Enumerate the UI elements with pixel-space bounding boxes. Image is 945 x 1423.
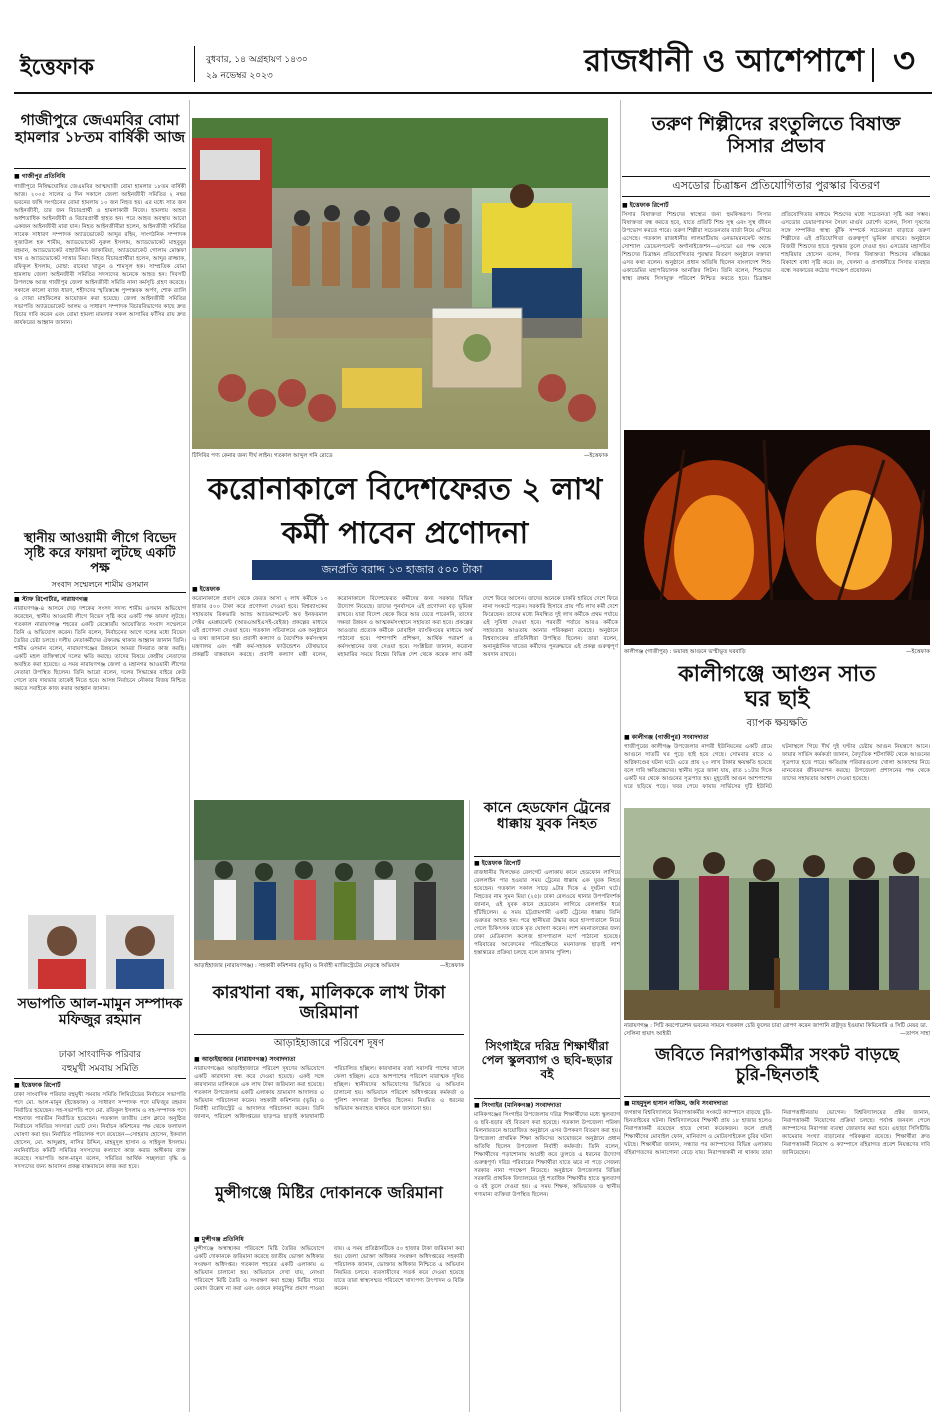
article-body: নারায়ণগঞ্জ-৪ আসনে দেড় দশকের সংসদ সদস্য শামীম ওসমান অভিযোগ করেছেন, স্থানীয় আওয়ামী লীগে বিভেদ সৃষ্টি করে একটি পক্ষ ফায়দা লুটছে। গতকাল নারায়ণগঞ্জ শহরের একটি রেস্তোরাঁয় আয়োজিত সংবাদ সম্মেলনে তিনি এ অভিযোগ করেন। তিনি বলেন, নির্বাচনের আগে দলের মধ্যে বিভেদ তৈরির চেষ্টা চলছে। দলীয় নেতাকর্মীদের ঐক্যবদ্ধ থাকার আহ্বান জানান তিনি। শামীম ওসমান বলেন, নারায়ণগঞ্জের উন্নয়নে আমরা দিনরাত কাজ করছি। একটি মহল ব্যক্তিস্বার্থে দলের ক্ষতি করছে। তাদের বিষয়ে কেন্দ্রীয় নেতাদের অবহিত করা হয়েছে। এ সময় নারায়ণগঞ্জ জেলা ও মহানগর আওয়ামী লীগের নেতারা উপস্থিত ছিলেন। তিনি আরো বলেন, দলের সিদ্ধান্তের বাইরে কেউ গেলে তার দায়ভার তাকেই নিতে হবে। আসন্ন নির্বাচনে নৌকার বিজয় নিশ্চিত করতে সবাইকে কাজ করার আহ্বান জানান। [14,606,186,692]
article-munshiganj-sweets [194,1184,464,1412]
headline: গাজীপুরে জেএমবির বোমা হামলার ১৮তম বার্ষিকী আজ [14,111,185,147]
article-factory-fine [194,984,464,1184]
factory-raid-image [194,800,464,960]
photo-credit: —ইত্তেফাক [584,453,608,459]
headline-rule [474,856,620,857]
article-body: রাজধানীর খিলক্ষেত রেলগেট এলাকায় কানে হেডফোন লাগিয়ে রেললাইন পার হওয়ার সময় ট্রেনের ধাক্কায় এক যুবক নিহত হয়েছেন। গতকাল সকাল সাড়ে ৯টার দিকে এ দুর্ঘটনা ঘটে। নিহতের নাম সুমন মিয়া (২৫)। ঢাকা রেলওয়ে থানার উপপরিদর্শক জানান, ওই যুবক কানে হেডফোন লাগিয়ে রেললাইন ধরে হাঁটছিলেন। এ সময় চট্টগ্রামগামী একটি ট্রেনের ধাক্কায় তিনি গুরুতর আহত হন। পরে স্থানীয়রা উদ্ধার করে হাসপাতালে নিয়ে গেলে চিকিৎসক তাকে মৃত ঘোষণা করেন। লাশ ময়নাতদন্তের জন্য ঢাকা মেডিক্যাল কলেজ হাসপাতাল মর্গে পাঠানো হয়েছে। পরিবারের আবেদনের পরিপ্রেক্ষিতে ময়নাতদন্ত ছাড়াই লাশ হস্তান্তরের প্রক্রিয়া চলছে বলে জানায় পুলিশ। [474,870,620,956]
avatar [28,915,96,989]
article-gazipur-bomb [14,112,186,524]
article-awami-league [14,532,186,910]
tcb-queue-image [192,118,608,449]
headline: তরুণ শিল্পীদের রংতুলিতে বিষাক্ত সিসার প্রভাব [651,113,901,157]
article-body: ঢাকা সাংবাদিক পরিবার বহুমুখী সমবায় সমিতি লিমিটেডের নির্বাচনে সভাপতি পদে মো. আল-মামুন (ইত্তেফাক) ও সাধারণ সম্পাদক পদে মফিজুর রহমান নির্বাচিত হয়েছেন। সহ-সভাপতি পদে মো. রফিকুল ইসলাম ও সহ-সম্পাদক পদে শাহনাজ পারভীন নির্বাচিত হয়েছেন। গতকাল জাতীয় প্রেস ক্লাবে অনুষ্ঠিত নির্বাচনে সমিতির সদস্যরা ভোট দেন। নির্বাচন কমিশনের পক্ষ থেকে ফলাফল ঘোষণা করা হয়। নির্বাচিত পরিচালক পদে রয়েছেন—সোহরাব হোসেন, ইকবাল হোসেন, মো. আব্দুল্লাহ, নাসির উদ্দিন, মাহমুদুল হাসান ও সাইফুল ইসলাম। নবনির্বাচিত কমিটি সমিতির সদস্যদের কল্যাণে কাজ করার অঙ্গীকার ব্যক্ত করেছে। সভাপতি আল-মামুন বলেন, সমিতির আর্থিক সচ্ছলতা বৃদ্ধি ও সদস্যদের জন্য আবাসন প্রকল্প বাস্তবায়নে কাজ করা হবে। [14,1092,186,1170]
headline: জবিতে নিরাপত্তাকর্মীর সংকট বাড়ছে চুরি-ছিনতাই [655,1045,899,1085]
article-body: গাজীপুরে নিষিদ্ধঘোষিত জেএমবির আত্মঘাতী বোমা হামলার ১৮তম বার্ষিকী আজ। ২০০৫ সালের এ দিন সকালে জেলা আইনজীবী সমিতির ২ নম্বর ভবনের জঙ্গি সংগঠনের বোমা হামলায় ১০ জন নিহত হয়। এর মধ্যে সাত জন আইনজীবী, চার জন বিচারপ্রার্থী ও হামলাকারী নিজে। হামলায় আহত অর্ধশতাধিক আইনজীবী ও বিচারপ্রার্থী হাহত হন। পরে আহত অবস্থায় আরো একজন আইনজীবী মারা যান। নিহত আইনজীবীরা হলেন, আইনজীবী সমিতির সাবেক সাধারণ সম্পাদক অ্যাডভোকেট আব্দুর রহিম, সাংগঠনিক সম্পাদক সুজাউল হক শামীম, অ্যাডভোকেট নুরুল ইসলাম, অ্যাডভোকেট মাহবুবুর রহমান, অ্যাডভোকেট বাহাউদ্দিন জাকারিয়া, অ্যাডভোকেট গোলাম মোস্তফা খান ও অ্যাডভোকেট সাত্তার মিয়া। নিহত বিচারপ্রার্থীরা হলেন, আব্দুর রাজ্জাক, রফিকুল ইসলাম, মোছা: রাবেয়া খাতুন ও শামসুল হক। সাম্প্রতিক বোমা হামলায় জেলা আইনজীবী সমিতির সদস্যদের অনেকে আহত হন। দিবসটি উপলক্ষে আজ গাজীপুর জেলা আইনজীবী সমিতি নানা কর্মসূচি গ্রহণ করেছে। সকালে কালো ব্যাজ ধারণ, শহীদদের স্মৃতিস্তম্ভে পুষ্পস্তবক অর্পণ, শোক র‍্যালি ও দোয়া মাহফিলের আয়োজন করা হয়েছে। জেলা আইনজীবী সমিতির সভাপতি অ্যাডভোকেট আলম ও সাধারণ সম্পাদক বিচারবিভাগের কাছে দ্রুত বিচার দাবি করেন এবং বোমা হামলা মামলার সকল আসামির ফাঁসির রায় দ্রুত কার্যকরের আহ্বান জানান। [14,184,186,326]
newspaper-logo [14,44,184,82]
headline-rule [624,1096,930,1097]
article-body: জগন্নাথ বিশ্ববিদ্যালয়ে নিরাপত্তাকর্মীর সংকটে ক্যাম্পাসে বাড়ছে চুরি-ছিনতাইয়ের ঘটনা। বিশ্ববিদ্যালয়ের শিক্ষার্থী প্রায় ১৮ হাজার হলেও নিরাপত্তাকর্মী রয়েছেন হাতে গোনা কয়েকজন। ফলে প্রায়ই শিক্ষার্থীদের মোবাইল ফোন, মানিব্যাগ ও মোটরসাইকেল চুরির ঘটনা ঘটছে। শিক্ষার্থীরা জানান, সন্ধ্যার পর ক্যাম্পাসের বিভিন্ন এলাকায় বহিরাগতদের আনাগোনা বেড়ে যায়। নিরাপত্তাকর্মী না থাকায় তারা নিরাপত্তাহীনতায় ভোগেন। বিশ্ববিদ্যালয়ের প্রক্টর জানান, নিরাপত্তাকর্মী নিয়োগের প্রক্রিয়া চলছে। পর্যাপ্ত জনবল পেলে ক্যাম্পাসের নিরাপত্তা ব্যবস্থা জোরদার করা হবে। এছাড়া সিসিটিভি ক্যামেরার সংখ্যা বাড়ানোর পরিকল্পনা রয়েছে। শিক্ষার্থীরা দ্রুত নিরাপত্তাকর্মী নিয়োগ ও ক্যাম্পাসে বহিরাগত প্রবেশ নিয়ন্ত্রণের দাবি জানিয়েছেন। [624,1110,930,1156]
fire-image [624,430,930,645]
page-number: ৩ [892,41,916,81]
subtitle: আড়াইহাজারে পরিবেশ দূষণ [273,1038,385,1049]
headline: সভাপতি আল-মামুন সম্পাদক মফিজুর রহমান [17,996,183,1029]
logo-mark [14,44,184,82]
article-body: নারায়ণগঞ্জের আড়াইহাজারে পরিবেশ দূষণের অভিযোগে একটি কারখানা বন্ধ করে দেওয়া হয়েছে। একই সঙ্গে কারখানার মালিককে এক লাখ টাকা জরিমানা করা হয়েছে। গতকাল উপজেলার একটি এলাকায় ভ্রাম্যমাণ আদালত এ অভিযান পরিচালনা করেন। সহকারী কমিশনার (ভূমি) ও নির্বাহী ম্যাজিস্ট্রেট এ আদালত পরিচালনা করেন। তিনি জানান, পরিবেশ অধিদপ্তরের ছাড়পত্র ছাড়াই কারখানাটি পরিচালিত হচ্ছিল। কারখানার বর্জ্য সরাসরি পাশের খালে ফেলা হচ্ছিল। এতে আশপাশের পরিবেশ মারাত্মক দূষিত হচ্ছিল। স্থানীয়দের অভিযোগের ভিত্তিতে এ অভিযান চালানো হয়। অভিযানে পরিবেশ অধিদপ্তরের কর্মকর্তা ও পুলিশ সদস্যরা উপস্থিত ছিলেন। নিয়মিত এ ধরনের অভিযান অব্যাহত থাকবে বলে জানানো হয়। [194,1066,464,1120]
article-kaliganj-fire [624,662,930,802]
article-lead-returnees [192,468,618,798]
article-body: মুন্সীগঞ্জে অস্বাস্থ্যকর পরিবেশে মিষ্টি তৈরির অভিযোগে একটি দোকানকে জরিমানা করেছে জাতীয় ভোক্তা অধিকার সংরক্ষণ অধিদপ্তর। গতকাল শহরের একটি এলাকায় এ অভিযান চালানো হয়। অভিযানে দেখা যায়, নোংরা পরিবেশে মিষ্টি তৈরি ও সংরক্ষণ করা হচ্ছে। মিষ্টির গায়ে মেয়াদ উল্লেখ না করা এবং ওজনে কারচুপির প্রমাণ পাওয়া যায়। এ সময় প্রতিষ্ঠানটিকে ৫০ হাজার টাকা জরিমানা করা হয়। জেলা ভোক্তা অধিকার সংরক্ষণ অধিদপ্তরের সহকারী পরিচালক জানান, ভোক্তার অধিকার নিশ্চিতে এ অভিযান নিয়মিত চলবে। ব্যবসায়ীদের সতর্ক করে দেওয়া হয়েছে যাতে তারা স্বাস্থ্যসম্মত পরিবেশে খাদ্যপণ্য উৎপাদন ও বিক্রি করেন। [194,1246,464,1292]
section-divider [872,48,874,82]
subtitle-banner [252,560,552,580]
subtitle: ব্যাপক ক্ষয়ক্ষতি [746,718,808,729]
headline: স্থানীয় আওয়ামী লীগে বিভেদ সৃষ্টি করে ফায়দা লুটছে একটি পক্ষ [23,531,177,576]
byline: ■ ইত্তেফাক রিপোর্ট [622,202,669,209]
headline: কানে হেডফোন ট্রেনের ধাক্কায় যুবক নিহত [483,800,611,833]
masthead-rule [14,92,932,94]
article-jnu-security [624,1046,930,1412]
photo-tree-planting [624,808,930,1020]
masthead [14,38,932,88]
byline: ■ ইত্তেফাক রিপোর্ট [14,1082,61,1089]
photo-caption: টিসিবির পণ্য কেনার জন্য দীর্ঘ লাইন। গতকাল আব্দুল গনি রোডে [192,453,333,459]
subtitle-rule-bottom [622,196,930,197]
byline: ■ স্টাফ রিপোর্টার, নারায়ণগঞ্জ [14,596,88,603]
portrait-president [28,915,96,989]
column-divider [469,800,470,1412]
issue-date-bn: বুধবার, ১৪ অগ্রহায়ণ ১৪৩০ [206,55,308,65]
headline: কারখানা বন্ধ, মালিককে লাখ টাকা জরিমানা [212,983,446,1023]
byline: ■ মুন্সীগঞ্জ প্রতিনিধি [194,1236,244,1243]
subtitle-line1: ঢাকা সাংবাদিক পরিবার [58,1050,142,1060]
subtitle: সংবাদ সম্মেলনে শামীম ওসমান [51,580,149,589]
byline: ■ সিংগাইর (মানিকগঞ্জ) সংবাদদাতা [474,1102,562,1109]
byline: ■ মাহমুদুল হাসান নাজিম, জবি সংবাদদাতা [624,1100,728,1107]
svg-text:ইত্তেফাক: ইত্তেফাক [20,55,94,80]
byline: ■ ইত্তেফাক [192,586,220,593]
photo-fire [624,430,930,645]
article-body: মানিকগঞ্জের সিংগাইর উপজেলায় দরিদ্র শিক্ষার্থীদের মধ্যে স্কুলব্যাগ ও ছবি-ছড়ার বই বিতরণ করা হয়েছে। গতকাল উপজেলা পরিষদ মিলনায়তনে আয়োজিত অনুষ্ঠানে এসব উপকরণ বিতরণ করা হয়। উপজেলা প্রাথমিক শিক্ষা অফিসের আয়োজনে অনুষ্ঠানে প্রধান অতিথি ছিলেন উপজেলা নির্বাহী কর্মকর্তা। তিনি বলেন, শিক্ষার্থীদের পড়াশোনায় আগ্রহী করে তুলতে এ ধরনের উদ্যোগ গুরুত্বপূর্ণ। দরিদ্র পরিবারের শিক্ষার্থীরা যাতে ঝরে না পড়ে সেজন্য সরকার নানা পদক্ষেপ নিয়েছে। অনুষ্ঠানে উপজেলার বিভিন্ন সরকারি প্রাথমিক বিদ্যালয়ের দুই শতাধিক শিক্ষার্থীর হাতে স্কুলব্যাগ ও বই তুলে দেওয়া হয়। এ সময় শিক্ষক, অভিভাবক ও স্থানীয় গণ্যমান্য ব্যক্তিরা উপস্থিত ছিলেন। [474,1112,620,1198]
headline: করোনাকালে বিদেশফেরত ২ লাখ কর্মী পাবেন প্রণোদনা [207,472,603,551]
subtitle-rule-top [622,176,930,177]
article-singair-students [474,1040,620,1412]
article-body: করোনাকালে প্রবাস থেকে ফেরত আসা ২ লাখ কর্মীকে ১৩ হাজার ৫০০ টাকা করে প্রণোদনা দেওয়া হবে। বিশ্বব্যাংকের সহায়তায় রিকভারি অ্যান্ড অ্যাডভান্সমেন্ট অব ইনফরমাল সেক্টর এমপ্লয়মেন্ট (আরএআইএসই-রেইজ) প্রকল্পের মাধ্যমে এই প্রণোদনা দেওয়া হবে। গতকাল সচিবালয়ে এক অনুষ্ঠানে এ তথ্য জানানো হয়। প্রবাসী কল্যাণ ও বৈদেশিক কর্মসংস্থান মন্ত্রণালয় এবং পল্লী কর্ম-সহায়ক ফাউন্ডেশন যৌথভাবে প্রকল্পটি বাস্তবায়ন করছে। প্রবাসী কল্যাণ মন্ত্রী বলেন, করোনাকালে বিদেশফেরত কর্মীদের জন্য সরকার বিভিন্ন উদ্যোগ নিয়েছে। তাদের পুনর্বাসনে এই প্রণোদনা বড় ভূমিকা রাখবে। যারা বিদেশ থেকে ফিরে আর যেতে পারেননি, তাদের দক্ষতা উন্নয়ন ও আত্মকর্মসংস্থানে সহায়তা করা হবে। প্রকল্পের আওতায় প্রত্যেক কর্মীকে মোবাইল ব্যাংকিংয়ের মাধ্যমে অর্থ পাঠানো হবে। পাশাপাশি প্রশিক্ষণ, আর্থিক পরামর্শ ও কর্মসংস্থানের তথ্য দেওয়া হবে। সংশ্লিষ্টরা জানান, করোনা মহামারির সময়ে বিশ্বের বিভিন্ন দেশ থেকে কয়েক লাখ কর্মী দেশে ফিরে আসেন। তাদের অনেকে চাকরি হারিয়ে দেশে ফিরে নানা সংকটে পড়েন। সরকারি হিসাবে প্রায় পাঁচ লাখ কর্মী দেশে ফিরেছেন। তাদের মধ্যে নিবন্ধিত দুই লাখ কর্মীকে প্রথম পর্যায়ে এই সুবিধা দেওয়া হবে। পরবর্তী পর্যায়ে আরও কর্মীকে সহায়তার আওতায় আনার পরিকল্পনা রয়েছে। অনুষ্ঠানে বিশ্বব্যাংকের প্রতিনিধিরা উপস্থিত ছিলেন। তারা বলেন, অনানুষ্ঠানিক খাতের কর্মীদের পুনরুদ্ধারে এই প্রকল্প গুরুত্বপূর্ণ অবদান রাখবে। [192,596,618,658]
article-body: সিসার বিষাক্ততা শিশুদের স্বাস্থ্যের জন্য হুমকিস্বরূপ। সিসার বিষাক্ততা বন্ধ করতে হবে, যাতে প্রতিটি শিশু সুস্থ এবং সুস্থ জীবন উপভোগ করতে পারে। তরুণ শিল্পীরা সচেতনতার বার্তা নিয়ে এগিয়ে এসেছে। গতকাল রাজধানীর লালমাটিয়ায় এনভায়রনমেন্ট অ্যান্ড সোশ্যাল ডেভেলপমেন্ট অর্গানাইজেশন—এসডো এর পক্ষ থেকে শিশুদের চিত্রাঙ্কন প্রতিযোগিতার পুরস্কার বিতরণ অনুষ্ঠানে বক্তারা এসব কথা বলেন। অনুষ্ঠানে প্রধান অতিথি ছিলেন বাংলাদেশ শিশু একাডেমির মহাপরিচালক আনজির লিটন। তিনি বলেন, শিশুদের স্বাস্থ্য রক্ষায় সিসামুক্ত পরিবেশ নিশ্চিত করতে হবে। চিত্রাঙ্কন প্রতিযোগিতার মাধ্যমে শিশুদের মধ্যে সচেতনতা সৃষ্টি করা সম্ভব। এসডোর চেয়ারপারসন সৈয়দ মার্গুব মোর্শেদ বলেন, সিসা দূষণের সঙ্গে সম্পর্কিত স্বাস্থ্য ঝুঁকি সম্পর্কে সচেতনতা বাড়াতে তরুণ শিল্পীদের এই প্রতিযোগিতা গুরুত্বপূর্ণ ভূমিকা রাখবে। অনুষ্ঠানে বিজয়ী শিশুদের হাতে পুরস্কার তুলে দেওয়া হয়। এসডোর মহাসচিব শাহরিয়ার হোসেন বলেন, সিসার বিষাক্ততা শিশুদের মস্তিষ্কের বিকাশে বাধা সৃষ্টি করে। রং, খেলনা ও প্রসাধনীতে সিসার ব্যবহার বন্ধে সরকারের কঠোর পদক্ষেপ প্রয়োজন। [622,212,930,282]
issue-date-en: ২৯ নভেম্বর ২০২৩ [206,71,273,81]
tree-planting-image [624,808,930,1020]
subtitle: জনপ্রতি বরাদ্দ ১৩ হাজার ৫০০ টাকা [321,563,483,576]
article-cooperative [14,996,186,1412]
subtitle-line2: বহুমুখী সমবায় সমিতি [61,1064,139,1074]
fire-credit: —ইত্তেফাক [906,649,930,655]
headline-rule [14,168,186,169]
headline: সিংগাইরে দরিদ্র শিক্ষার্থীরা পেল স্কুলব্যাগ ও ছবি-ছড়ার বই [481,1039,613,1081]
column-divider [620,100,621,1412]
column-divider [189,100,190,1412]
masthead-divider [194,46,195,82]
subtitle: এসডোর চিত্রাঙ্কন প্রতিযোগিতার পুরস্কার বিতরণ [672,179,880,192]
section-title: রাজধানী ও আশেপাশে [584,43,864,79]
photo-tcb-queue [192,118,608,449]
byline: ■ ইত্তেফাক রিপোর্ট [474,860,521,867]
article-train-accident [474,800,620,1025]
byline: ■ আড়াইহাজার (নারায়ণগঞ্জ) সংবাদদাতা [194,1056,296,1063]
headline-rule [14,1078,186,1079]
portrait-secretary [106,915,174,989]
byline: ■ গাজীপুর প্রতিনিধি [14,173,66,180]
headline: মুন্সীগঞ্জে মিষ্টির দোকানকে জরিমানা [215,1183,443,1202]
article-body: গাজীপুরের কালীগঞ্জ উপজেলার নাগরী ইউনিয়নের একটি গ্রামে আগুনে সাতটি ঘর পুড়ে ছাই হয়ে গেছে। সোমবার রাতে এ অগ্নিকাণ্ডের ঘটনা ঘটে। এতে প্রায় ২০ লাখ টাকার ক্ষয়ক্ষতি হয়েছে বলে দাবি ক্ষতিগ্রস্তদের। স্থানীয় সূত্রে জানা যায়, রাত ১১টার দিকে একটি ঘর থেকে আগুনের সূত্রপাত হয়। মুহূর্তেই আগুন আশপাশের ঘরে ছড়িয়ে পড়ে। খবর পেয়ে ফায়ার সার্ভিসের দুটি ইউনিট ঘটনাস্থলে গিয়ে দীর্ঘ দুই ঘণ্টার চেষ্টায় আগুন নিয়ন্ত্রণে আনে। ফায়ার সার্ভিস কর্মকর্তা জানান, বৈদ্যুতিক শর্টসার্কিট থেকে আগুনের সূত্রপাত হতে পারে। ক্ষতিগ্রস্ত পরিবারগুলো খোলা আকাশের নিচে মানবেতর জীবনযাপন করছে। উপজেলা প্রশাসনের পক্ষ থেকে তাদের সহায়তার আশ্বাস দেওয়া হয়েছে। [624,744,930,790]
headline: কালীগঞ্জে আগুন সাত ঘর ছাই [678,662,876,713]
avatar [106,915,174,989]
tree-caption: নারায়ণগঞ্জ : সিটি করপোরেশন ভবনের সামনে গতকাল চেরি ফুলের চারা রোপণ করেন জাপানি রাষ্ট্রদূত ইওয়ামা কিমিনোরি ও সিটি মেয়র ডা. সেলিনা হায়াৎ আইভী [624,1023,928,1037]
factory-caption: আড়াইহাজার (নারায়ণগঞ্জ) : সহকারী কমিশনার (ভূমি) ও নির্বাহী ম্যাজিস্ট্রেটের নেতৃত্বে অভিযান [194,963,400,969]
headline-rule [474,1098,620,1099]
fire-caption: কালীগঞ্জ (গাজীপুর) : ভয়াবহ আগুনে ভস্মীভূত ঘরবাড়ি [624,649,746,655]
article-lead-poison [622,114,930,424]
byline: ■ কালীগঞ্জ (গাজীপুর) সংবাদদাতা [624,734,709,741]
tree-credit: —তাপস সাহা [899,1031,930,1037]
subtitle-rule [194,1034,464,1035]
factory-credit: —ইত্তেফাক [440,963,464,969]
headline-rule [14,592,186,593]
photo-factory-raid [194,800,464,960]
